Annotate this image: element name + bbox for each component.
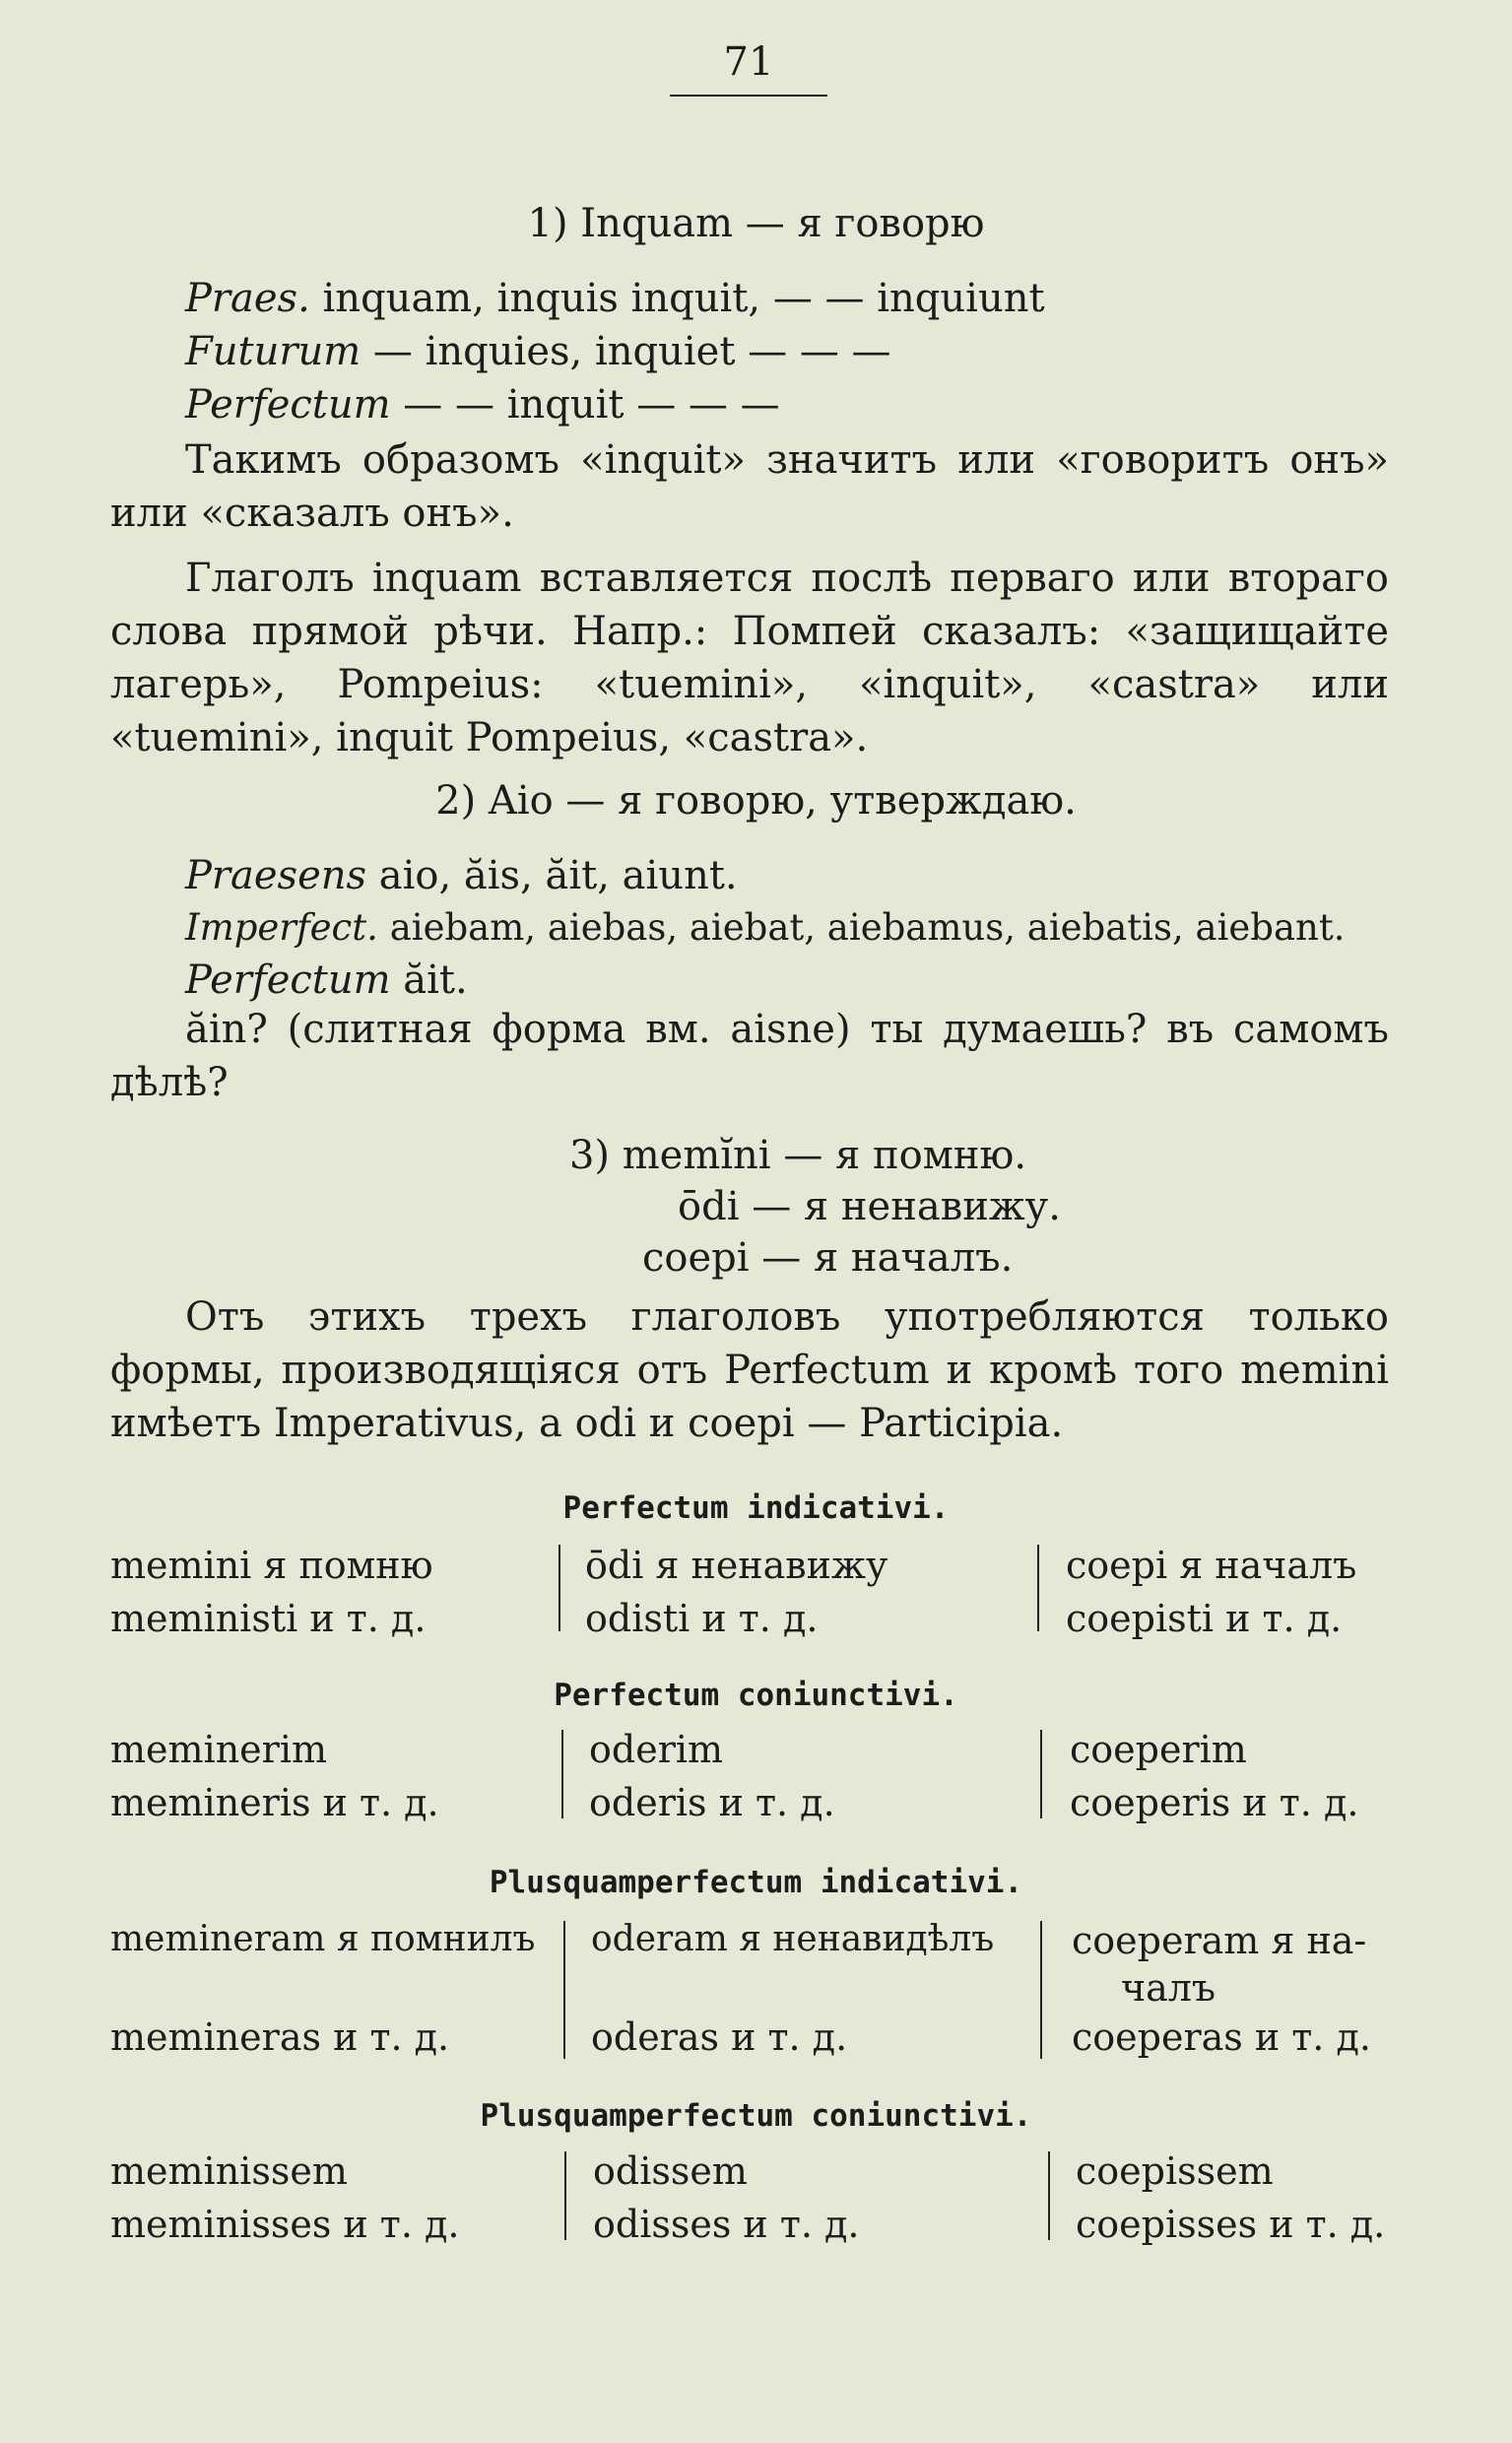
row-forms: — inquies, inquiet — — — bbox=[372, 329, 891, 374]
table-cell: meminerim bbox=[110, 1728, 328, 1771]
table-cell: coeperim bbox=[1070, 1728, 1247, 1771]
memini-paragraph-block bbox=[110, 1290, 1389, 1450]
inquam-paragraph-1: Такимъ образомъ «inquit» значитъ или «говоритъ онъ» или «сказалъ онъ». bbox=[110, 437, 1389, 536]
inquam-heading: 1) Inquam — я говорю bbox=[527, 201, 985, 246]
aio-heading: 2) Aio — я говорю, утверждаю. bbox=[435, 778, 1077, 824]
inquam-row-futurum bbox=[185, 329, 891, 374]
table-title-plusq-conj: Plusquamperfectum coniunctivi. bbox=[480, 2098, 1032, 2134]
table-title-plusq-ind: Plusquamperfectum indicativi. bbox=[489, 1865, 1023, 1900]
table-cell: odisti и т. д. bbox=[585, 1597, 819, 1640]
row-label: Futurum bbox=[185, 329, 362, 374]
row-label: Perfectum bbox=[185, 382, 391, 428]
column-divider bbox=[1040, 1921, 1042, 2059]
table-title-perf-ind: Perfectum indicativi. bbox=[562, 1490, 950, 1526]
table-cell: meminisses и т. д. bbox=[110, 2203, 460, 2246]
table-cell: ōdi я ненавижу bbox=[585, 1544, 888, 1587]
table-cell: coepissem bbox=[1076, 2149, 1274, 2193]
column-divider bbox=[559, 1545, 560, 1631]
inquam-paragraphs bbox=[110, 433, 1389, 764]
column-divider bbox=[561, 1730, 563, 1818]
table-cell: oderas и т. д. bbox=[591, 2015, 848, 2059]
table-cell: meminissem bbox=[110, 2149, 348, 2193]
memini-paragraph: Отъ этихъ трехъ глаголовъ употребляются только формы, производящіяся отъ Perfectum и кромѣ того memini имѣетъ Imperativus, a odi и coepi — Participia. bbox=[110, 1294, 1389, 1446]
table-cell: coeperam я на- bbox=[1072, 1919, 1367, 1962]
table-cell: memineram я помнилъ bbox=[110, 1919, 536, 1959]
row-forms: inquam, inquis inquit, — — inquiunt bbox=[322, 276, 1045, 321]
table-cell: oderim bbox=[589, 1728, 724, 1771]
aio-row-praesens bbox=[185, 853, 738, 898]
table-title-perf-conj: Perfectum coniunctivi. bbox=[554, 1678, 958, 1713]
table-cell: oderis и т. д. bbox=[589, 1781, 835, 1824]
table-cell: meministi и т. д. bbox=[110, 1597, 427, 1640]
row-forms: aio, ăis, ăit, aiunt. bbox=[378, 853, 738, 898]
table-cell: чалъ bbox=[1121, 1966, 1216, 2010]
table-cell: coepisti и т. д. bbox=[1066, 1597, 1343, 1640]
row-label: Praesens bbox=[185, 853, 367, 898]
table-cell: coepi я началъ bbox=[1066, 1544, 1357, 1587]
row-forms: ăit. bbox=[403, 957, 468, 1003]
table-cell: memineris и т. д. bbox=[110, 1781, 439, 1824]
column-divider bbox=[1037, 1545, 1039, 1631]
aio-row-imperfect bbox=[185, 906, 1346, 949]
page-number: 71 bbox=[723, 39, 774, 85]
table-cell: memini я помню bbox=[110, 1544, 433, 1587]
odi-line: ōdi — я ненавижу. bbox=[678, 1184, 1061, 1229]
column-divider bbox=[1040, 1730, 1042, 1818]
table-cell: memineras и т. д. bbox=[110, 2015, 450, 2059]
aio-paragraph: ăin? (слитная форма вм. aisne) ты думаешь? въ самомъ дѣлѣ? bbox=[110, 1007, 1389, 1105]
column-divider bbox=[1048, 2151, 1050, 2240]
aio-paragraph-block bbox=[110, 1003, 1389, 1109]
table-cell: coeperas и т. д. bbox=[1072, 2015, 1371, 2059]
table-cell: coepisses и т. д. bbox=[1076, 2203, 1386, 2246]
table-cell: odisses и т. д. bbox=[593, 2203, 860, 2246]
row-forms: aiebam, aiebas, aiebat, aiebamus, aiebatis, aiebant. bbox=[389, 906, 1346, 949]
row-label: Imperfect. bbox=[185, 906, 378, 949]
aio-row-perfectum bbox=[185, 957, 468, 1003]
table-cell: coeperis и т. д. bbox=[1070, 1781, 1359, 1824]
inquam-row-perfectum bbox=[185, 382, 780, 428]
table-cell: oderam я ненавидѣлъ bbox=[591, 1919, 995, 1959]
inquam-row-praes bbox=[185, 276, 1045, 321]
page-number-rule bbox=[670, 95, 827, 97]
inquam-paragraph-2: Глаголъ inquam вставляется послѣ перваго или втораго слова прямой рѣчи. Напр.: Помпей сказалъ: «защищайте лагерь», Pompeius: «tuemini», «inquit», «castra» или «tuemini», inquit Pompeius, «castra». bbox=[110, 556, 1389, 760]
row-forms: — — inquit — — — bbox=[403, 382, 780, 428]
coepi-line: coepi — я началъ. bbox=[642, 1235, 1014, 1281]
table-cell: odissem bbox=[593, 2149, 748, 2193]
column-divider bbox=[564, 2151, 566, 2240]
row-label: Praes. bbox=[185, 276, 310, 321]
memini-heading-1: 3) memĭni — я помню. bbox=[568, 1133, 1027, 1178]
row-label: Perfectum bbox=[185, 957, 391, 1003]
column-divider bbox=[563, 1921, 565, 2059]
